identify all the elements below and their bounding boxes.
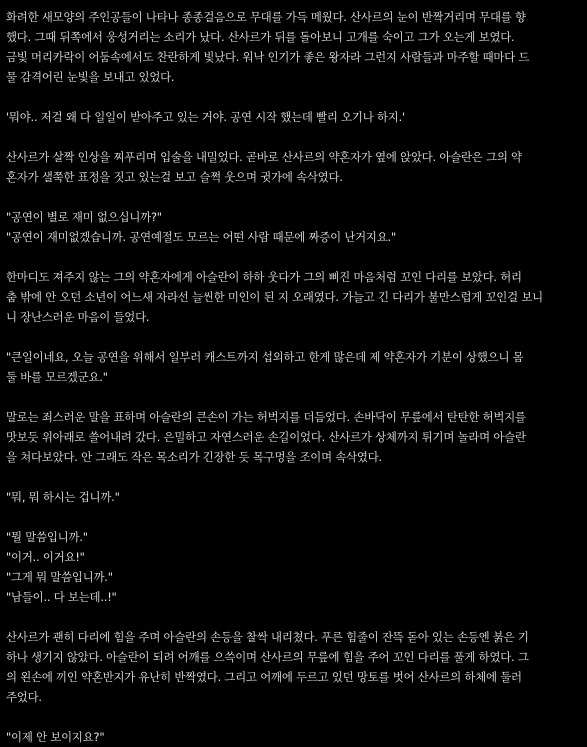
text-line: 주었다.	[6, 690, 42, 704]
text-line: 했다. 그때 뒤쪽에서 웅성거리는 소리가 났다. 산사르가 뒤를 돌아보니 고개를 숙이고 그가 오는게 보였다.	[6, 30, 515, 44]
dialogue-line: "이거.. 이거요!"	[6, 550, 85, 564]
text-line: 산사르가 괜히 다리에 힘을 주며 아슬란의 손등을 찰싹 내리쳤다. 푸른 힘줄이 잔뜩 돋아 있는 손등엔 붉은 기	[6, 630, 529, 644]
paragraph-7	[6, 407, 579, 467]
dialogue-line: "큰일이네요, 오늘 공연을 위해서 일부러 캐스트까지 섭외하고 한게 많은데 제 약혼자가 기분이 상했으니 몸	[6, 350, 524, 364]
dialogue-line: "뭐, 뭐 하시는 겁니까."	[6, 490, 120, 504]
text-line: 말로는 죄스러운 말을 표하며 아슬란의 큰손이 가는 허벅지를 더듬었다. 손바닥이 무릎에서 탄탄한 허벅지를	[6, 410, 526, 424]
paragraph-2	[6, 107, 579, 127]
text-line: 금빛 머리카락이 어둠속에서도 찬란하게 빛났다. 워낙 인기가 좋은 왕자라 그런지 사람들과 마주할 때마다 드	[6, 50, 530, 64]
text-line: 니 장난스러운 마음이 들었다.	[6, 310, 150, 324]
text-line: 한마디도 져주지 않는 그의 약혼자에게 아슬란이 하하 웃다가 그의 삐진 마음처럼 꼬인 다리를 보았다. 허리	[6, 270, 522, 284]
text-line: 물 감격어린 눈빛을 보내고 있었다.	[6, 70, 175, 84]
paragraph-9-dialogue	[6, 527, 579, 607]
text-line: 화려한 새모양의 주인공들이 나타나 종종걸음으로 무대를 가득 메웠다. 산사르의 눈이 반짝거리며 무대를 향	[6, 10, 526, 24]
paragraph-8-dialogue	[6, 487, 579, 507]
text-line: '뭐야.. 저걸 왜 다 일일이 받아주고 있는 거야. 공연 시작 했는데 빨리 오기나 하지.'	[6, 110, 405, 124]
paragraph-4-dialogue	[6, 207, 579, 247]
paragraph-5	[6, 267, 579, 327]
paragraph-1	[6, 7, 579, 87]
paragraph-3	[6, 147, 579, 187]
text-line: 춤 밖에 안 오던 소년이 어느새 자라선 늘씬한 미인이 된 지 오래였다. 가늘고 긴 다리가 불만스럽게 꼬인걸 보니	[6, 290, 543, 304]
paragraph-11-dialogue	[6, 727, 579, 747]
dialogue-line: "뭘 말씀입니까."	[6, 530, 88, 544]
text-line: 의 왼손에 끼인 약혼반지가 유난히 반짝였다. 그리고 어깨에 두르고 있던 망토를 벗어 산사르의 하체에 둘러	[6, 670, 522, 684]
text-line: 산사르가 살짝 인상을 찌푸리며 입술을 내밀었다. 곧바로 산사르의 약혼자가 옆에 앉았다. 아슬란은 그의 약	[6, 150, 522, 164]
text-line: 하나 생기지 않았다. 아슬란이 되려 어깨를 으쓱이며 산사르의 무릎에 힘을 주어 꼬인 다리를 풀게 하였다. 그	[6, 650, 529, 664]
dialogue-line: "그게 뭐 말씀입니까."	[6, 570, 113, 584]
dialogue-line: "공연이 재미없겠습니까. 공연예절도 모르는 어떤 사람 때문에 짜증이 난거지요."	[6, 230, 396, 244]
dialogue-line: "공연이 별로 재미 없으십니까?"	[6, 210, 162, 224]
dialogue-line: 둘 바를 모르겠군요."	[6, 370, 108, 384]
paragraph-10	[6, 627, 579, 707]
paragraph-6-dialogue	[6, 347, 579, 387]
text-line: 혼자가 샐쭉한 표정을 짓고 있는걸 보고 슬쩍 웃으며 귓가에 속삭였다.	[6, 170, 343, 184]
dialogue-line: "이제 안 보이지요?"	[6, 730, 105, 744]
text-line: 맛보듯 위아래로 쓸어내려 갔다. 은밀하고 자연스러운 손길이었다. 산사르가 상체까지 튀기며 놀라며 아슬란	[6, 430, 526, 444]
text-line: 을 쳐다보았다. 안 그래도 작은 목소리가 긴장한 듯 목구멍을 조이며 속삭였다.	[6, 450, 382, 464]
dialogue-line: "남들이.. 다 보는데..!"	[6, 590, 117, 604]
